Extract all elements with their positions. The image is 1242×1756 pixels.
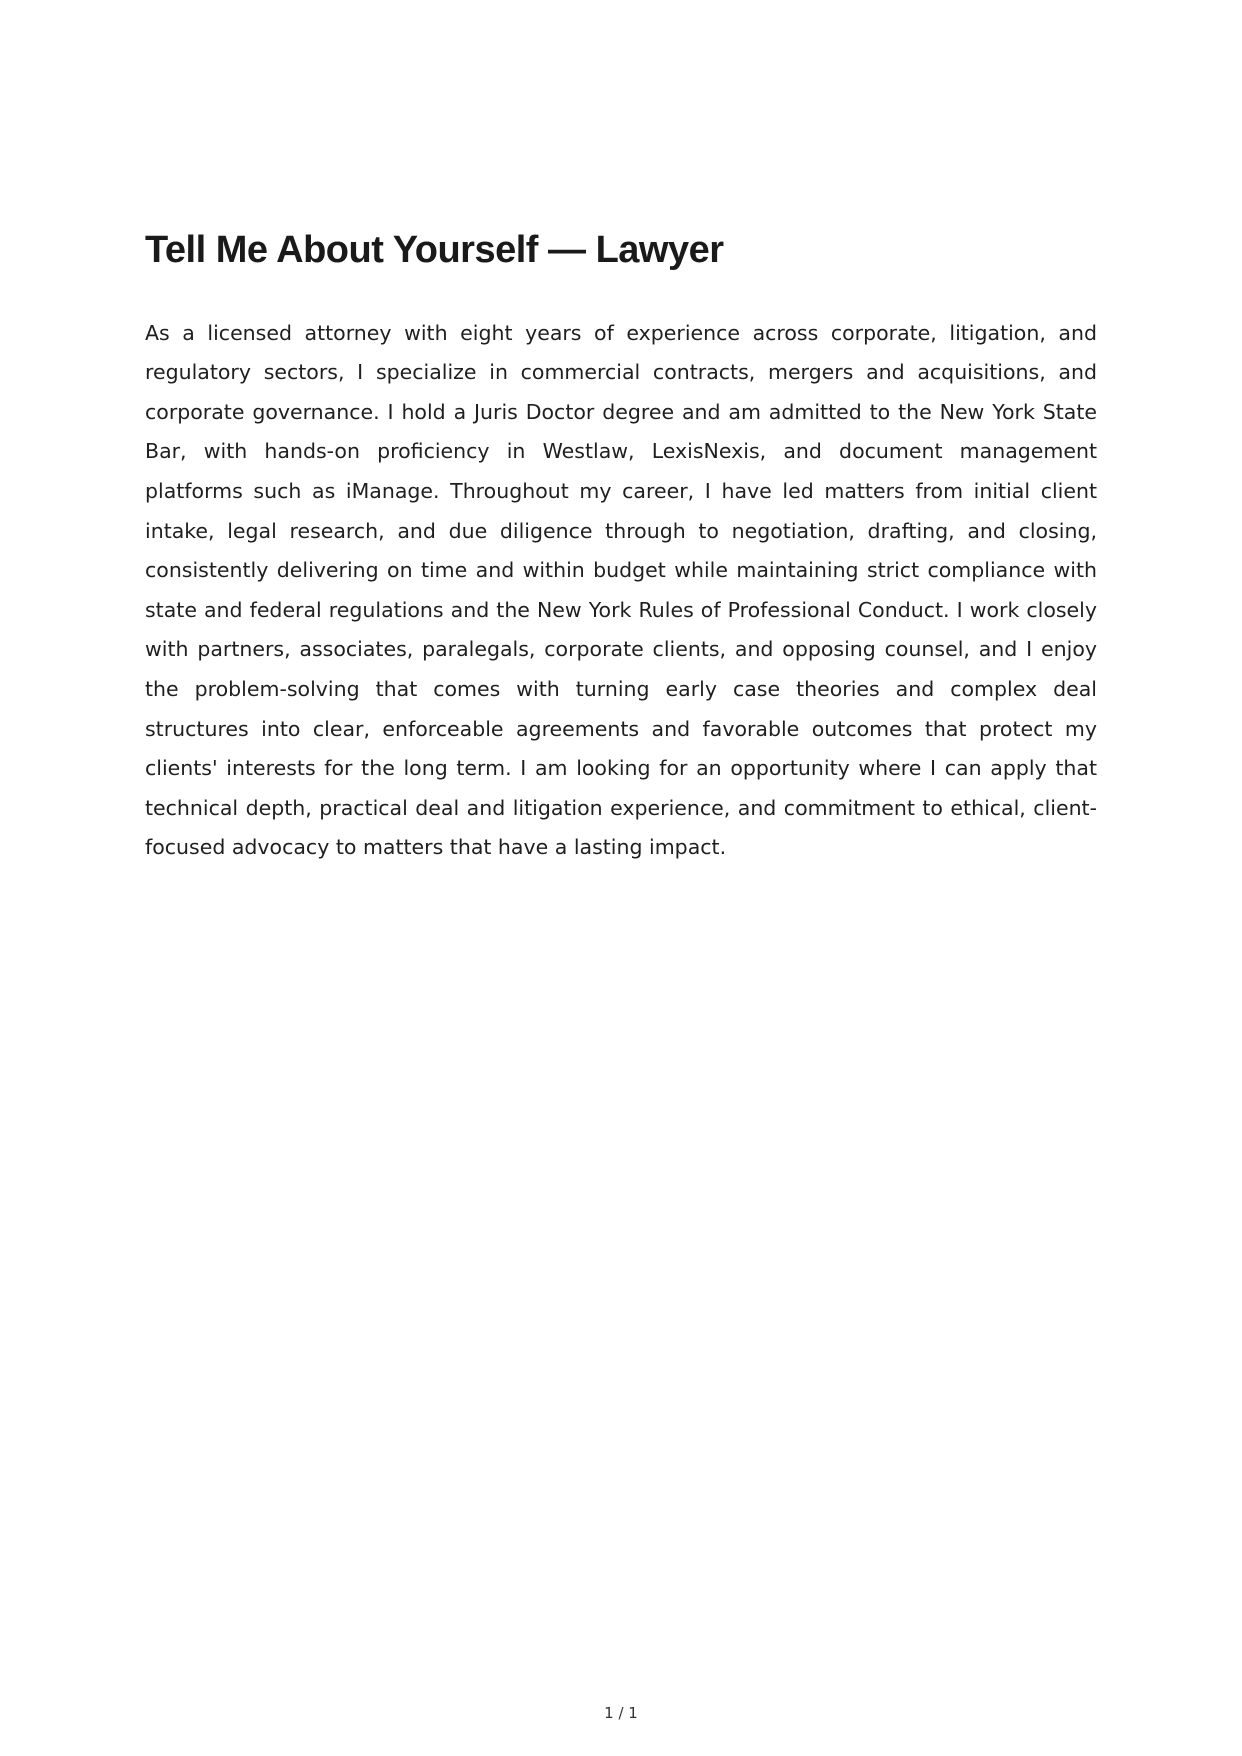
page-number: 1 / 1	[604, 1704, 638, 1722]
document-title: Tell Me About Yourself — Lawyer	[145, 229, 724, 271]
document-content	[145, 228, 1097, 868]
document-body-paragraph: As a licensed attorney with eight years of experience across corporate, litigation, and regulatory sectors, I specialize in commercial contracts, mergers and acquisitions, and corporate governance. I hold a Juris Doctor degree and am admitted to the New York State Bar, with hands-on proficiency in Westlaw, LexisNexis, and document management platforms such as iManage. Throughout my career, I have led matters from initial client intake, legal research, and due diligence through to negotiation, drafting, and closing, consistently delivering on time and within budget while maintaining strict compliance with state and federal regulations and the New York Rules of Professional Conduct. I work closely with partners, associates, paralegals, corporate clients, and opposing counsel, and I enjoy the problem-solving that comes with turning early case theories and complex deal structures into clear, enforceable agreements and favorable outcomes that protect my clients' interests for the long term. I am looking for an opportunity where I can apply that technical depth, practical deal and litigation experience, and commitment to ethical, client-focused advocacy to matters that have a lasting impact.	[145, 320, 1097, 860]
